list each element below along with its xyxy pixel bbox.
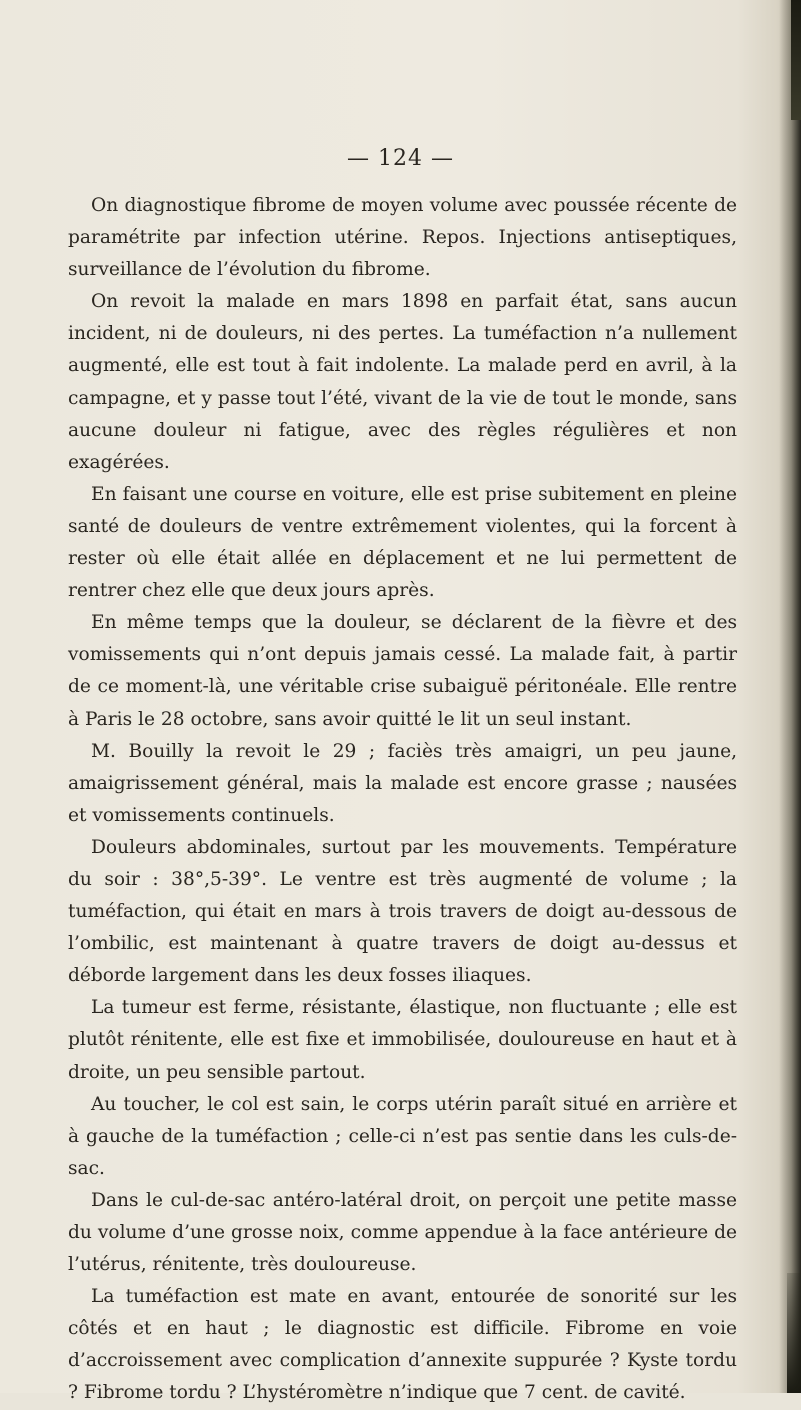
paragraph: M. Bouilly la revoit le 29 ; faciès très amaigri, un peu jaune, amaigrissement général, mais la malade est encore grasse ; nausées et vomissements continuels. xyxy=(68,740,737,826)
page-edge-dark-bottom xyxy=(787,1273,801,1393)
page-number: — 124 — xyxy=(347,146,454,171)
paragraph: Dans le cul-de-sac antéro-latéral droit, on perçoit une petite masse du volume d’une grosse noix, comme appendue à la face antérieure de l’utérus, rénitente, très douloureuse. xyxy=(68,1189,737,1276)
paragraph: En même temps que la douleur, se déclarent de la fièvre et des vomissements qui n’ont depuis jamais cessé. La malade fait, à partir de ce moment-là, une véritable crise subaiguë péritonéale. Elle rentre à Paris le 28 octobre, sans avoir quitté le lit un seul instant. xyxy=(68,612,737,730)
paragraph: En faisant une course en voiture, elle est prise subitement en pleine santé de douleurs de ventre extrêmement violentes, qui la forcent à rester où elle était allée en déplacement et ne lui permettent de rentrer chez elle que deux jours après. xyxy=(68,483,737,602)
page-edge-shadow xyxy=(779,0,801,1393)
paragraph: Douleurs abdominales, surtout par les mouvements. Température du soir : 38°,5-39°. Le ventre est très augmenté de volume ; la tuméfaction, qui était en mars à trois travers de doigt au-dessous de l’ombilic, est maintenant à quatre travers de doigt au-dessus et déborde largement dans les deux fosses iliaques. xyxy=(68,836,737,987)
paragraph: On revoit la malade en mars 1898 en parfait état, sans aucun incident, ni de douleurs, ni des pertes. La tuméfaction n’a nullement augmenté, elle est tout à fait indolente. La malade perd en avril, à la campagne, et y passe tout l’été, vivant de la vie de tout le monde, sans aucune douleur ni fatigue, avec des règles régulières et non exagérées. xyxy=(68,291,737,473)
paragraph: La tuméfaction est mate en avant, entourée de sonorité sur les côtés et en haut ; le diagnostic est difficile. Fibrome en voie d’accroissement avec complication d’annexite suppurée ? Kyste tordu ? Fibrome tordu ? L’hystéromètre n’indique que 7 cent. de cavité. xyxy=(68,1286,737,1404)
page-edge-dark-top xyxy=(791,0,801,120)
body-text xyxy=(68,190,737,1410)
paragraph: La tumeur est ferme, résistante, élastique, non fluctuante ; elle est plutôt rénitente, elle est fixe et immobilisée, douloureuse en haut et à droite, un peu sensible partout. xyxy=(68,997,737,1083)
paragraph: Au toucher, le col est sain, le corps utérin paraît situé en arrière et à gauche de la tuméfaction ; celle-ci n’est pas sentie dans les culs-de-sac. xyxy=(68,1093,737,1179)
paragraph: On diagnostique fibrome de moyen volume avec poussée récente de paramétrite par infection utérine. Repos. Injections antiseptiques, surveillance de l’évolution du fibrome. xyxy=(68,195,737,281)
